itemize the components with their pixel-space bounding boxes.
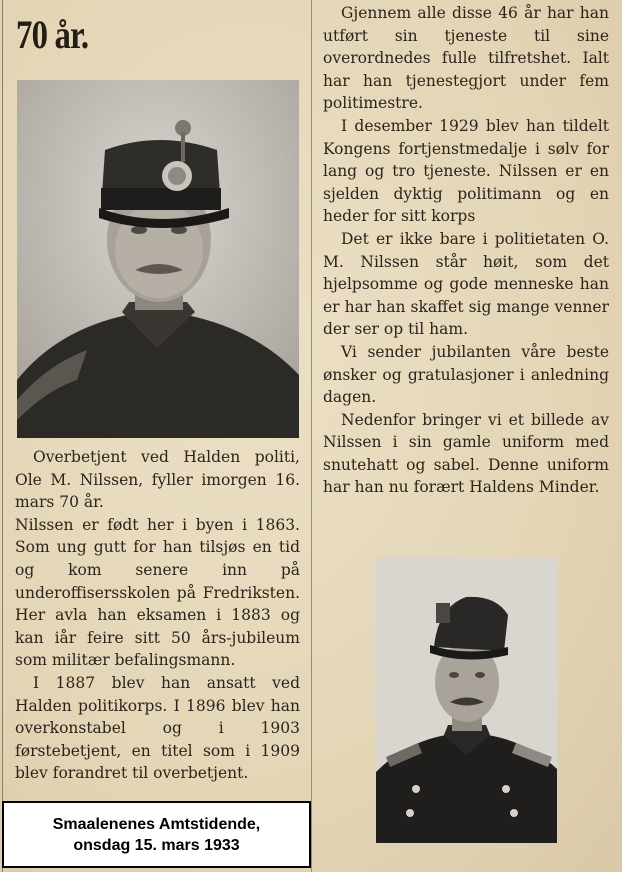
- article-paragraph: Nilssen er født her i byen i 1863. Som ung gutt for han tilsjøs en tid og kom senere inn på underoffisersskolen på Fredriksten. Her avla han eksamen i 1883 og kan iår feire sitt 50 års-jubileum som militær befalingsmann.: [15, 515, 300, 670]
- article-paragraph: Gjennem alle disse 46 år har han utført sin tjeneste til sine overordnedes fulle tilfretshet. Ialt har han tjenestegjort under fem politimestre.: [323, 4, 609, 113]
- article-paragraph: I desember 1929 blev han tildelt Kongens fortjenstmedalje i sølv for lang og tro tjeneste. Nilssen er en sjelden dyktig politimann og en heder for sitt korps: [323, 116, 609, 226]
- article-paragraph: Overbetjent ved Halden politi, Ole M. Nilssen, fyller imorgen 16. mars 70 år.: [15, 448, 300, 512]
- article-headline: 70 år.: [16, 12, 89, 57]
- column-divider: [311, 0, 312, 872]
- article-paragraph: Vi sender jubilanten våre beste ønsker og gratulasjoner i anledning dagen.: [323, 342, 609, 407]
- portrait-photo-military: [376, 557, 557, 843]
- article-paragraph: Nedenfor bringer vi et billede av Nilssen i sin gamle uniform med snutehatt og sabel. Denne uniform har han nu forært Haldens Minder.: [323, 410, 609, 497]
- caption-newspaper-name: Smaalenenes Amtstidende,: [52, 815, 261, 833]
- military-portrait-illustration: [376, 557, 557, 843]
- left-border-rule: [2, 0, 3, 872]
- source-caption-box: [2, 801, 311, 868]
- caption-date: onsdag 15. mars 1933: [73, 836, 240, 854]
- article-paragraph: Det er ikke bare i politietaten O. M. Nilssen står høit, som det hjelpsomme og gode menneske han er har han skaffet sig mange venner der ser op til ham.: [323, 229, 609, 339]
- right-article-column: [323, 2, 609, 499]
- portrait-photo-police: [17, 80, 299, 438]
- left-article-column: [15, 446, 300, 785]
- article-paragraph: I 1887 blev han ansatt ved Halden politikorps. I 1896 blev han overkonstabel og i 1903 førstebetjent, en titel som i 1909 blev forandret til overbetjent.: [15, 673, 300, 783]
- portrait-illustration: [17, 80, 299, 438]
